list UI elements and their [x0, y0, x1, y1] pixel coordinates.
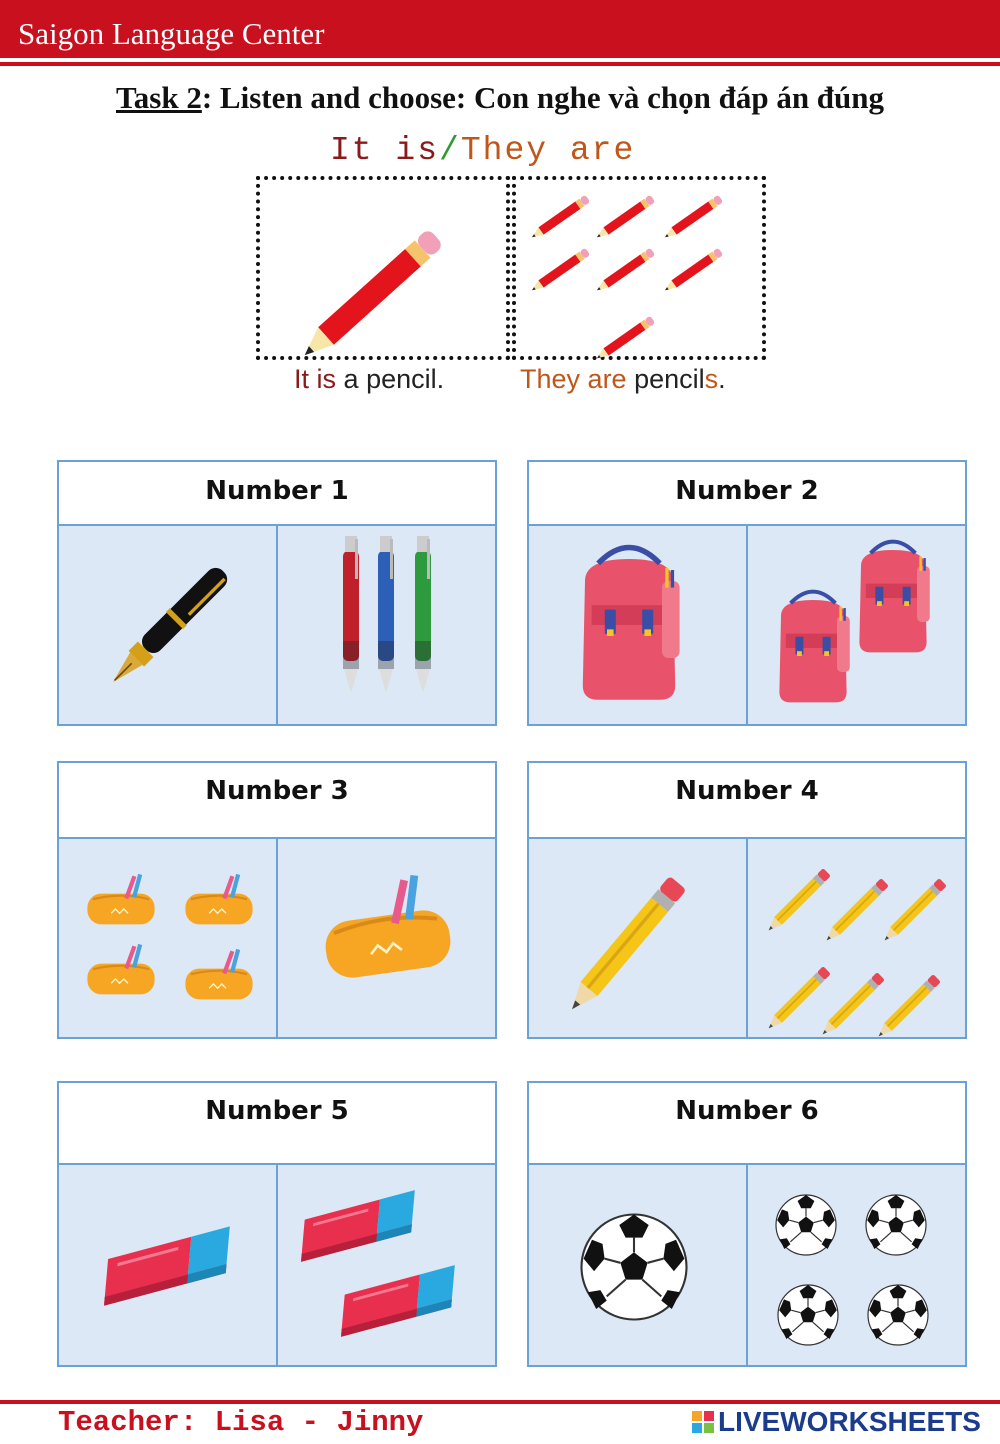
small-pencil-icon	[529, 195, 590, 241]
option-pencils-multiple[interactable]	[746, 839, 965, 1037]
liveworksheets-logo	[692, 1406, 981, 1438]
erasers-icon	[278, 1165, 495, 1365]
demo-they-are: They are	[460, 132, 636, 169]
caption-a-pencil: a pencil.	[343, 364, 445, 394]
small-pencil-icon	[529, 248, 590, 294]
card-title: Number 6	[529, 1083, 965, 1165]
fountain-pen-icon	[59, 526, 276, 724]
demo-pencils-drawing	[256, 176, 766, 366]
backpack-icon	[529, 526, 746, 724]
option-eraser-single[interactable]	[59, 1165, 276, 1365]
task-label: Task 2	[115, 80, 202, 115]
small-pencil-icon	[594, 195, 655, 241]
task-title	[0, 80, 1000, 116]
option-pencil-case-single[interactable]	[276, 839, 495, 1037]
option-backpack-single[interactable]	[529, 526, 746, 724]
brand-text: LIVEWORKSHEETS	[718, 1406, 981, 1437]
soccer-balls-icon	[748, 1165, 965, 1365]
pencil-cases-icon	[59, 839, 276, 1037]
card-title: Number 2	[529, 462, 965, 526]
demo-caption-plural	[520, 364, 726, 395]
footer-divider	[0, 1400, 1000, 1404]
card-title: Number 1	[59, 462, 495, 526]
question-card-3	[57, 761, 497, 1039]
question-card-5	[57, 1081, 497, 1367]
header-divider	[0, 62, 1000, 66]
header-bar	[0, 0, 1000, 58]
backpacks-icon	[748, 526, 965, 724]
caption-they: They	[520, 364, 581, 394]
eraser-icon	[59, 1165, 276, 1365]
question-card-2	[527, 460, 967, 726]
demo-it-is: It is	[330, 132, 440, 169]
soccer-ball-icon	[529, 1165, 746, 1365]
caption-pencil: pencil	[634, 364, 705, 394]
caption-is: is	[316, 364, 337, 394]
option-pens-multiple[interactable]	[276, 526, 495, 724]
option-pencil-single[interactable]	[529, 839, 746, 1037]
task-text: : Listen and choose: Con nghe và chọn đáp án đúng	[201, 80, 885, 115]
liveworksheets-logo-icon	[692, 1411, 714, 1433]
caption-dot: .	[718, 364, 726, 394]
ballpoint-pens-icon	[278, 526, 495, 724]
big-pencil-icon	[297, 228, 444, 364]
card-title: Number 3	[59, 763, 495, 839]
option-pen-single[interactable]	[59, 526, 276, 724]
teacher-credit: Teacher: Lisa - Jinny	[58, 1406, 424, 1439]
header-title: Saigon Language Center	[18, 16, 325, 51]
option-backpacks-multiple[interactable]	[746, 526, 965, 724]
small-pencil-icon	[594, 248, 655, 294]
caption-it: It	[294, 364, 310, 394]
small-pencil-icon	[594, 316, 655, 362]
card-title: Number 4	[529, 763, 965, 839]
demo-caption-single	[294, 364, 444, 395]
demo-panel	[256, 176, 766, 356]
pencil-case-icon	[278, 839, 495, 1037]
demo-slash: /	[439, 132, 461, 169]
caption-are: are	[587, 364, 627, 394]
question-card-6	[527, 1081, 967, 1367]
option-balls-multiple[interactable]	[746, 1165, 965, 1365]
option-ball-single[interactable]	[529, 1165, 746, 1365]
option-erasers-multiple[interactable]	[276, 1165, 495, 1365]
demo-illustration	[250, 132, 780, 412]
question-card-1	[57, 460, 497, 726]
small-pencil-icon	[662, 248, 723, 294]
question-card-4	[527, 761, 967, 1039]
option-pencil-cases-multiple[interactable]	[59, 839, 276, 1037]
small-pencil-icon	[662, 195, 723, 241]
pencils-icon	[748, 839, 965, 1037]
pencil-icon	[529, 839, 746, 1037]
caption-s: s	[704, 364, 719, 394]
demo-heading	[330, 132, 635, 169]
card-title: Number 5	[59, 1083, 495, 1165]
